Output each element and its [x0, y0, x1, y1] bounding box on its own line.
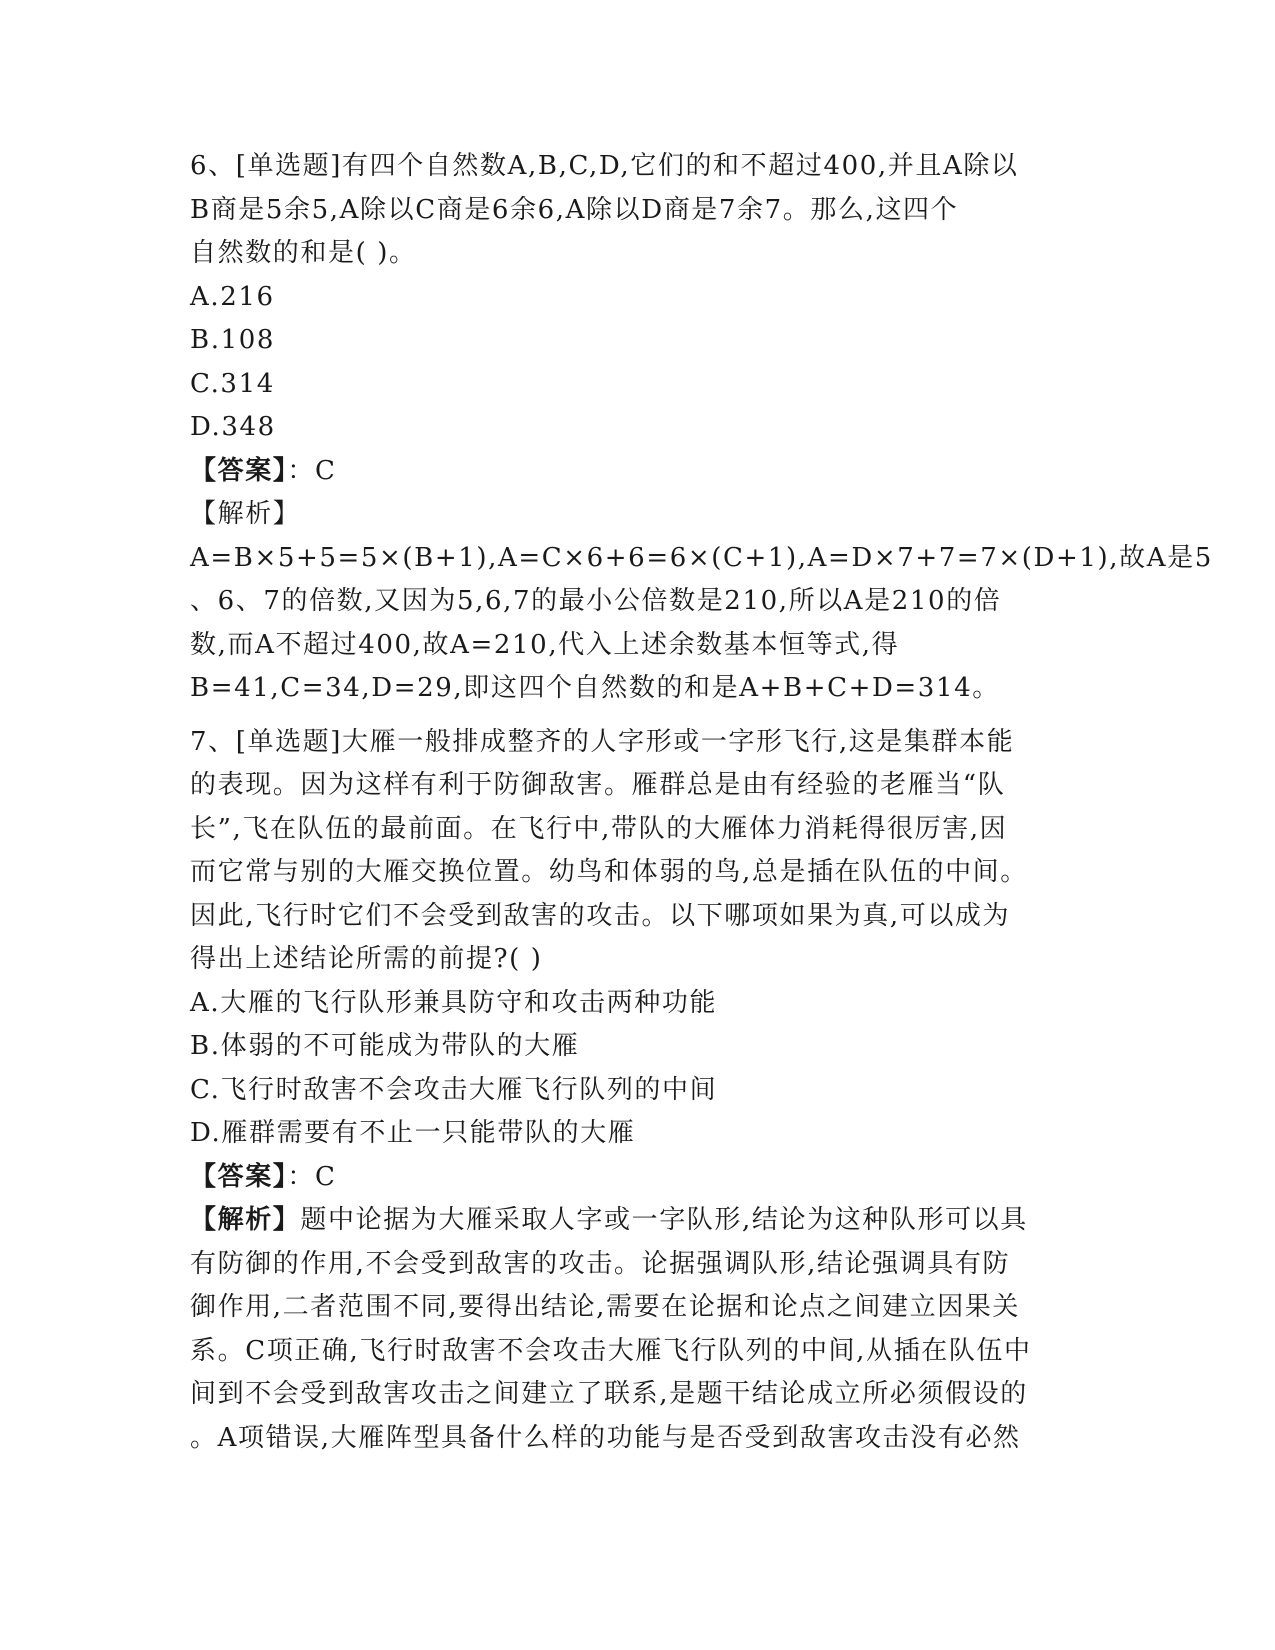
question-stem-line: 而它常与别的大雁交换位置。幼鸟和体弱的鸟,总是插在队伍的中间。	[190, 857, 1028, 887]
analysis-line: 系。C项正确,飞行时敌害不会攻击大雁飞行队列的中间,从插在队伍中	[190, 1335, 1032, 1366]
question-stem-line: 得出上述结论所需的前提?( )	[190, 944, 543, 974]
answer-value: ：C	[287, 455, 337, 486]
analysis-line: 数,而A不超过400,故A=210,代入上述余数基本恒等式,得	[190, 629, 900, 660]
analysis-line: 间到不会受到敌害攻击之间建立了联系,是题干结论成立所必须假设的	[190, 1379, 1028, 1409]
option-a: A.大雁的飞行队形兼具防守和攻击两种功能	[190, 987, 718, 1018]
analysis-line: 、6、7的倍数,又因为5,6,7的最小公倍数是210,所以A是210的倍	[190, 586, 1002, 616]
answer-value: ：C	[287, 1161, 337, 1192]
analysis-line: A=B×5+5=5×(B+1),A=C×6+6=6×(C+1),A=D×7+7=7×(D+1),故A是5	[190, 542, 1213, 573]
option-d: D.雁群需要有不止一只能带队的大雁	[190, 1118, 636, 1148]
analysis-line: 有防御的作用,不会受到敌害的攻击。论据强调队形,结论强调具有防	[190, 1248, 1011, 1279]
option-d: D.348	[190, 412, 276, 442]
answer-label: 【答案】	[190, 455, 288, 486]
option-b: B.108	[190, 325, 275, 355]
question-stem-line: 6、[单选题]有四个自然数A,B,C,D,它们的和不超过400,并且A除以	[190, 151, 1019, 181]
analysis-line: 御作用,二者范围不同,要得出结论,需要在论据和论点之间建立因果关	[190, 1292, 1020, 1322]
question-stem-line: B商是5余5,A除以C商是6余6,A除以D商是7余7。那么,这四个	[190, 194, 959, 225]
option-a: A.216	[190, 281, 275, 312]
question-stem-line: 因此,飞行时它们不会受到敌害的攻击。以下哪项如果为真,可以成为	[190, 900, 1011, 931]
option-b: B.体弱的不可能成为带队的大雁	[190, 1031, 580, 1061]
analysis-line: B=41,C=34,D=29,即这四个自然数的和是A+B+C+D=314。	[190, 673, 1000, 703]
option-c: C.314	[190, 368, 275, 399]
analysis-label: 【解析】	[190, 499, 301, 529]
analysis-label: 【解析】	[190, 1205, 301, 1235]
question-stem-line: 7、[单选题]大雁一般排成整齐的人字形或一字形飞行,这是集群本能	[190, 726, 1015, 757]
analysis-line: 。A项错误,大雁阵型具备什么样的功能与是否受到敌害攻击没有必然	[190, 1422, 1021, 1453]
document-content	[190, 145, 1213, 1460]
analysis-line	[190, 1199, 1080, 1243]
question-7	[190, 721, 1080, 1461]
answer-line	[190, 450, 1080, 494]
question-6	[190, 145, 1213, 711]
answer-label: 【答案】	[190, 1161, 288, 1192]
answer-line	[190, 1156, 1080, 1200]
question-stem-line: 的表现。因为这样有利于防御敌害。雁群总是由有经验的老雁当“队	[190, 770, 1006, 800]
analysis-text: 题中论据为大雁采取人字或一字队形,结论为这种队形可以具	[300, 1205, 1028, 1235]
question-stem-line: 长”,飞在队伍的最前面。在飞行中,带队的大雁体力消耗得很厉害,因	[190, 813, 1008, 844]
question-stem-line: 自然数的和是( )。	[190, 238, 417, 268]
option-c: C.飞行时敌害不会攻击大雁飞行队列的中间	[190, 1074, 718, 1105]
